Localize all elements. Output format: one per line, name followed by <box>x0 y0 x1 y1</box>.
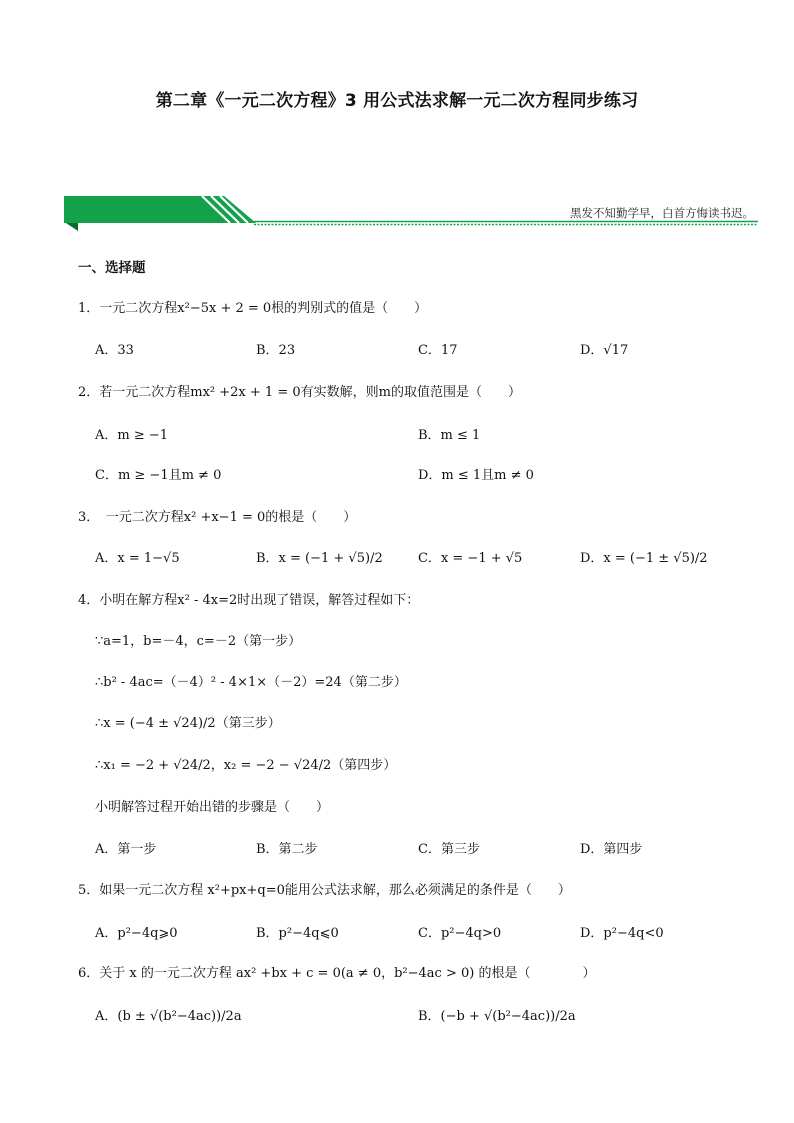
question-2-option-c: C．m ≥ −1且m ≠ 0 <box>95 468 222 483</box>
question-2-option-a: A．m ≥ −1 <box>95 428 169 443</box>
question-2-option-d: D．m ≤ 1且m ≠ 0 <box>418 468 534 483</box>
question-4-option-a: A．第一步 <box>95 842 157 857</box>
question-2-stem: 2．若一元二次方程mx² +2x + 1 = 0有实数解，则m的取值范围是（ ） <box>78 385 521 400</box>
question-2-option-b: B．m ≤ 1 <box>418 428 481 443</box>
question-1-option-c: C．17 <box>418 343 458 358</box>
question-4-step-2: ∴b² - 4ac=（－4）² - 4×1×（－2）=24（第二步） <box>95 675 407 690</box>
question-4-option-b: B．第二步 <box>256 842 318 857</box>
question-5-option-c: C．p²−4q>0 <box>418 926 502 941</box>
question-3-option-b: B．x = (−1 + √5)/2 <box>256 551 383 566</box>
question-1-stem: 1．一元二次方程x²−5x + 2 = 0根的判别式的值是（ ） <box>78 301 428 316</box>
question-5-option-b: B．p²−4q⩽0 <box>256 926 339 941</box>
question-1-option-a: A．33 <box>95 343 134 358</box>
motto-text: 黑发不知勤学早，白首方悔读书迟。 <box>570 206 754 220</box>
question-4-option-c: C．第三步 <box>418 842 480 857</box>
question-5-option-d: D．p²−4q<0 <box>580 926 664 941</box>
question-1-option-d: D．√17 <box>580 343 629 358</box>
question-3-option-a: A．x = 1−√5 <box>95 551 180 566</box>
question-5-option-a: A．p²−4q⩾0 <box>95 926 178 941</box>
question-6-stem: 6．关于 x 的一元二次方程 ax² +bx + c = 0(a ≠ 0，b²−4ac > 0) 的根是（ ） <box>78 966 596 981</box>
section-heading: 一、选择题 <box>78 260 146 276</box>
question-4-step-3: ∴x = (−4 ± √24)/2（第三步） <box>95 716 281 731</box>
question-3-option-c: C．x = −1 + √5 <box>418 551 523 566</box>
question-4-step-4: ∴x₁ = −2 + √24/2，x₂ = −2 − √24/2（第四步） <box>95 758 397 773</box>
page-title: 第二章《一元二次方程》3 用公式法求解一元二次方程同步练习 <box>155 91 639 111</box>
question-1-option-b: B．23 <box>256 343 296 358</box>
question-4-prompt: 小明解答过程开始出错的步骤是（ ） <box>95 800 330 815</box>
question-4-step-1: ∵a=1，b=－4，c=－2（第一步） <box>95 634 302 649</box>
question-5-stem: 5．如果一元二次方程 x²+px+q=0能用公式法求解，那么必须满足的条件是（ ） <box>78 883 571 898</box>
question-4-option-d: D．第四步 <box>580 842 643 857</box>
question-3-stem: 3． 一元二次方程x² +x−1 = 0的根是（ ） <box>78 510 357 525</box>
question-4-stem: 4．小明在解方程x² - 4x=2时出现了错误，解答过程如下： <box>78 593 420 608</box>
question-3-option-d: D．x = (−1 ± √5)/2 <box>580 551 708 566</box>
question-6-option-b: B．(−b + √(b²−4ac))/2a <box>418 1009 576 1024</box>
question-6-option-a: A．(b ± √(b²−4ac))/2a <box>95 1009 242 1024</box>
